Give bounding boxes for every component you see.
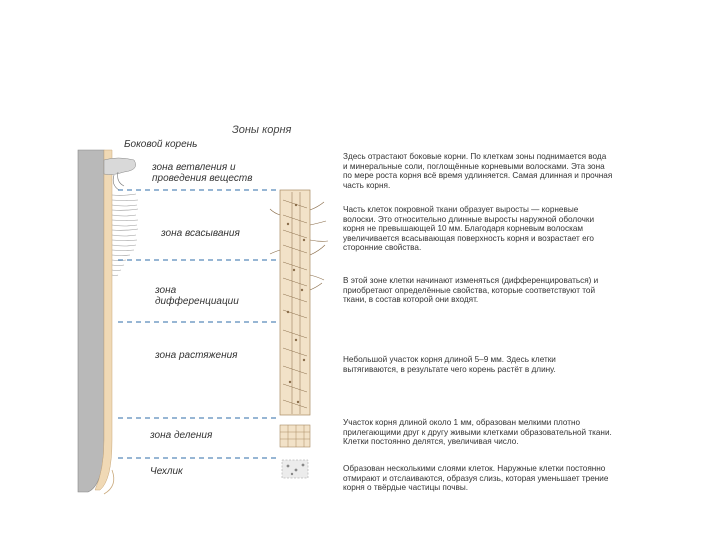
zone-label-elongation: зона растяжения [155,350,238,361]
zone-label-absorption: зона всасывания [161,228,240,239]
zone-label-differentiation: зона дифференциации [155,285,239,307]
lateral-root-label: Боковой корень [124,139,198,150]
zone-label-division: зона деления [150,430,213,441]
zone-description-absorption: Часть клеток покровной ткани образует выросты — корневые волоски. Это относительно длинные выросты наружной оболочки корня не превышающей 10 мм. Благодаря корневым волоскам увеличивается всасывающая поверхность корня и возрастает его сторонние свойства. [343,205,595,253]
tissue-strip [270,190,328,478]
zone-description-root-cap: Образован несколькими слоями клеток. Наружные клетки постоянно отмирают и отслаиваются, образуя слизь, которая уменьшает трение корня о твёрдые частицы почвы. [343,464,609,493]
zone-description-division: Участок корня длиной около 1 мм, образован мелкими плотно прилегающими друг к другу живыми клетками образовательной ткани. Клетки постоянно делятся, увеличивая число. [343,418,612,447]
diagram-title: Зоны корня [232,124,292,136]
zone-description-branching: Здесь отрастают боковые корни. По клеткам зоны поднимается вода и минеральные соли, поглощённые корневыми волосками. Эта зона по мере роста корня всё время удлиняется. Самая длинная и прочная часть корня. [343,152,613,190]
zone-dividers [118,190,280,458]
zone-description-differentiation: В этой зоне клетки начинают изменяться (дифференцироваться) и приобретают определённые свойства, которые соответствуют той ткани, в состав которой они входят. [343,276,599,305]
zone-description-elongation: Небольшой участок корня длиной 5–9 мм. Здесь клетки вытягиваются, в результате чего корень растёт в длину. [343,355,556,374]
zone-label-branching: зона ветвления и проведения веществ [152,162,253,184]
zone-label-root-cap: Чехлик [150,466,183,477]
